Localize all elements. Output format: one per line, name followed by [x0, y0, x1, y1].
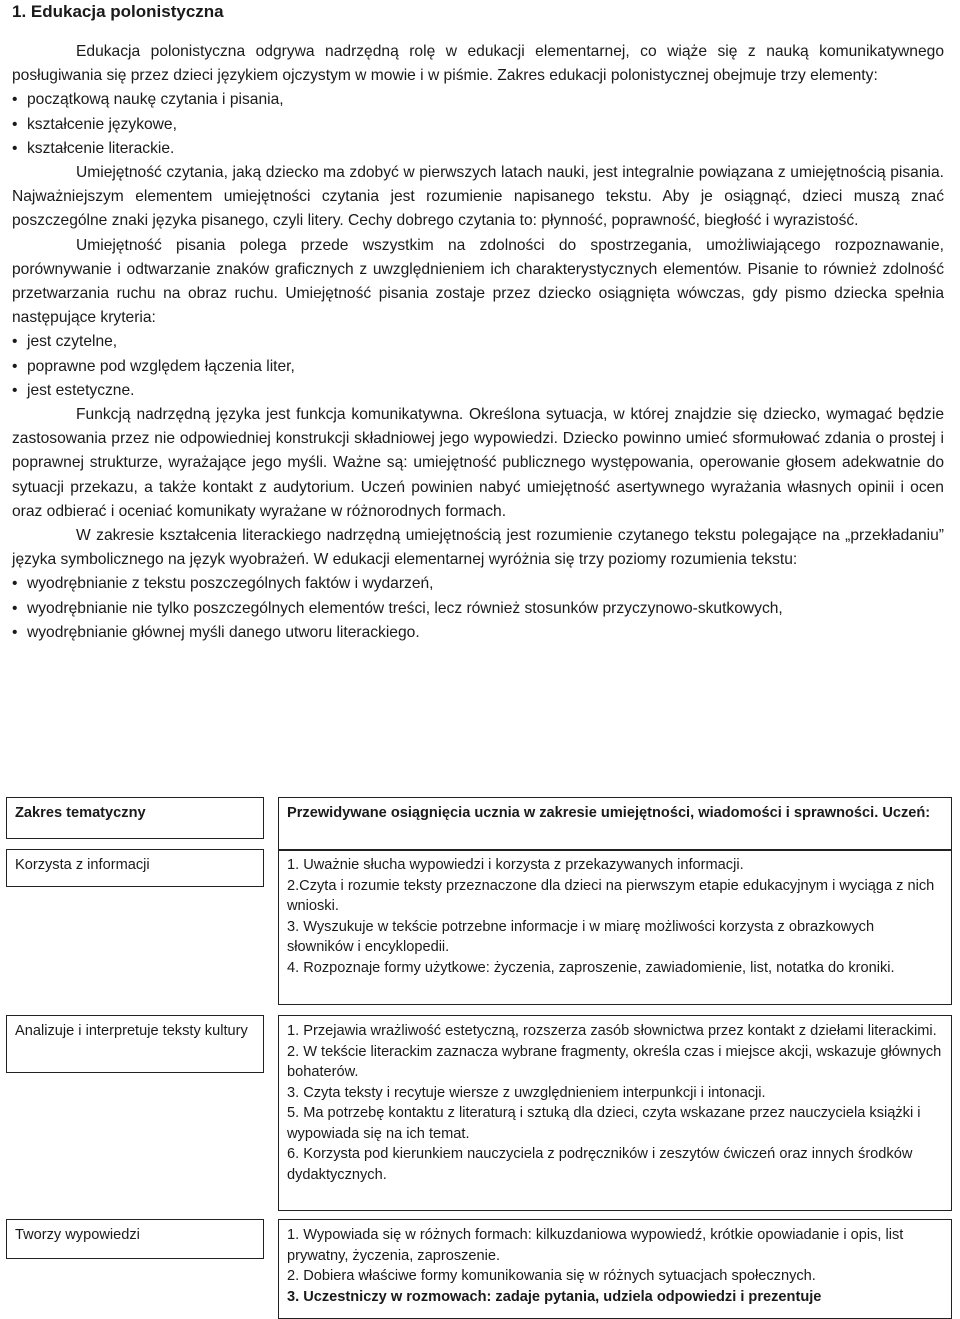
table-row-outcomes: [278, 849, 952, 1005]
list-item: • kształcenie językowe,: [12, 113, 944, 137]
table-row-topic: Analizuje i interpretuje teksty kultury: [6, 1015, 264, 1073]
list-item: • początkową naukę czytania i pisania,: [12, 88, 944, 112]
table-row-topic: Tworzy wypowiedzi: [6, 1219, 264, 1259]
language-paragraph: Funkcją nadrzędną języka jest funkcja komunikatywna. Określona sytuacja, w której znajdzie się dziecko, wymagać będzie zastosowania przez nie odpowiedniej konstrukcji składniowej jego wypowiedzi. Dziecko powinno umieć sformułować zdania o prostej i poprawnej strukturze, wyrażające jego myśli. Ważne są: umiejętność publicznego występowania, operowanie głosem adekwatnie do sytuacji przekazu, a także kontakt z audytorium. Uczeń powinien nabyć umiejętność asertywnego wyrażania własnych opinii i ocen oraz odbierać i oceniać komunikaty wyrażane w różnorodnych formach.: [12, 406, 944, 520]
list-item: 6. Korzysta pod kierunkiem nauczyciela z podręczników i zeszytów ćwiczeń oraz innych środków dydaktycznych.: [287, 1146, 913, 1183]
table-row-outcomes: [278, 1219, 952, 1319]
list-item: • jest czytelne,: [12, 330, 944, 354]
list-item: 4. Rozpoznaje formy użytkowe: życzenia, zaproszenie, zawiadomienie, list, notatka do kroniki.: [287, 959, 895, 976]
table-header-topic: Zakres tematyczny: [6, 797, 264, 839]
outcomes-table: [0, 797, 960, 1317]
list-item: 3. Czyta teksty i recytuje wiersze z uwzględnieniem interpunkcji i intonacji.: [287, 1084, 766, 1101]
list-item: 1. Uważnie słucha wypowiedzi i korzysta z przekazywanych informacji.: [287, 857, 744, 873]
literary-paragraph: W zakresie kształcenia literackiego nadrzędną umiejętnością jest rozumienie czytanego tekstu polegające na „przekładaniu” języka symbolicznego na język wyobrażeń. W edukacji elementarnej wyróżnia się trzy poziomy rozumienia tekstu:: [12, 527, 944, 569]
list-item: • wyodrębnianie z tekstu poszczególnych faktów i wydarzeń,: [12, 572, 944, 596]
list-item: • jest estetyczne.: [12, 379, 944, 403]
literary-bullet-list: [12, 572, 944, 645]
body-text: [12, 40, 944, 645]
list-item: 2. W tekście literackim zaznacza wybrane fragmenty, określa czas i miejsce akcji, wskazuje głównych bohaterów.: [287, 1043, 942, 1080]
list-item: 5. Ma potrzebę kontaktu z literaturą i sztuką dla dzieci, czyta wskazane przez nauczyciela książki i wypowiada się na ich temat.: [287, 1105, 921, 1142]
list-item: 1. Przejawia wrażliwość estetyczną, rozszerza zasób słownictwa przez kontakt z dziełami literackimi.: [287, 1023, 937, 1039]
section-heading: 1. Edukacja polonistyczna: [12, 2, 224, 21]
list-item: 3. Wyszukuje w tekście potrzebne informacje i w miarę możliwości korzysta z obrazkowych słowników i encyklopedii.: [287, 918, 875, 955]
intro-bullet-list: [12, 88, 944, 161]
list-item: • poprawne pod względem łączenia liter,: [12, 355, 944, 379]
list-item: 3. Uczestniczy w rozmowach: zadaje pytania, udziela odpowiedzi i prezentuje: [287, 1288, 822, 1305]
reading-paragraph: Umiejętność czytania, jaką dziecko ma zdobyć w pierwszych latach nauki, jest integralnie powiązana z umiejętnością pisania. Najważniejszym elementem umiejętności czytania jest rozumienie napisanego tekstu. Aby je osiągnąć, dzieci muszą znać poszczególne znaki języka pisanego, czyli litery. Cechy dobrego czytania to: płynność, poprawność, biegłość i wyrazistość.: [12, 164, 944, 230]
list-item: • wyodrębnianie nie tylko poszczególnych elementów treści, lecz również stosunków przyczynowo-skutkowych,: [12, 597, 944, 621]
list-item: 2.Czyta i rozumie teksty przeznaczone dla dzieci na pierwszym etapie edukacyjnym i wyciąga z nich wnioski.: [287, 877, 935, 914]
table-row-outcomes: [278, 1015, 952, 1211]
list-item: 2. Dobiera właściwe formy komunikowania się w różnych sytuacjach społecznych.: [287, 1268, 816, 1284]
list-item: • wyodrębnianie głównej myśli danego utworu literackiego.: [12, 621, 944, 645]
writing-paragraph: Umiejętność pisania polega przede wszystkim na zdolności do spostrzegania, umożliwiającego rozpoznawanie, porównywanie i odtwarzanie znaków graficznych z uwzględnieniem ich charakterystycznych elementów. Pisanie to również zdolność przetwarzania ruchu na obraz ruchu. Umiejętność pisania zostaje przez dziecko osiągnięta wówczas, gdy pismo dziecka spełnia następujące kryteria:: [12, 236, 944, 327]
intro-paragraph: Edukacja polonistyczna odgrywa nadrzędną rolę w edukacji elementarnej, co wiąże się z nauką komunikatywnego posługiwania się przez dzieci językiem ojczystym w mowie i w piśmie. Zakres edukacji polonistycznej obejmuje trzy elementy:: [12, 43, 944, 85]
table-header-outcomes: Przewidywane osiągnięcia ucznia w zakresie umiejętności, wiadomości i sprawności. Uczeń:: [278, 797, 952, 851]
list-item: 1. Wypowiada się w różnych formach: kilkuzdaniowa wypowiedź, krótkie opowiadanie i opis, list prywatny, życzenia, zaproszenie.: [287, 1227, 904, 1264]
writing-bullet-list: [12, 330, 944, 403]
list-item: • kształcenie literackie.: [12, 137, 944, 161]
table-row-topic: Korzysta z informacji: [6, 849, 264, 887]
